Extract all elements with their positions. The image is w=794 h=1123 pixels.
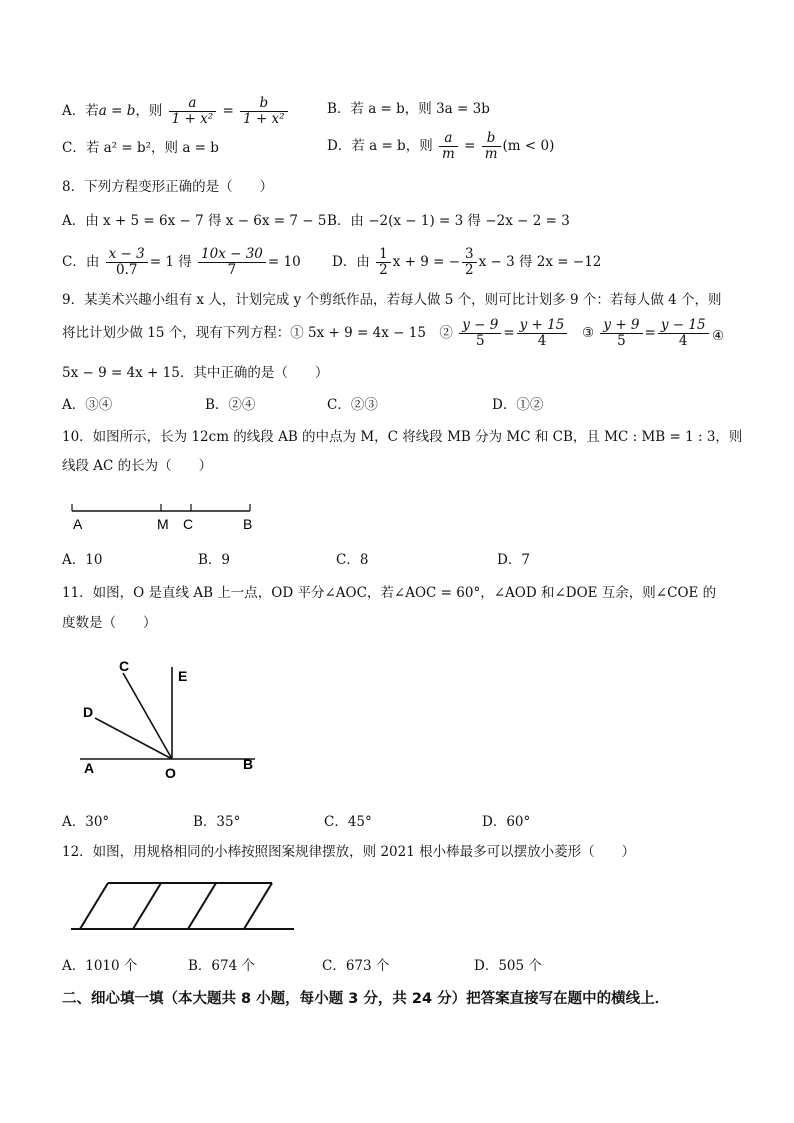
- q11-option-c: C．45°: [324, 814, 372, 830]
- q7-a-prefix: A．若: [62, 103, 99, 119]
- q7-a-left-fraction: $\frac{a}{\text{1 + x²}}$: [169, 96, 217, 127]
- q10-line-2: 线段 AC 的长为（ ）: [62, 458, 213, 474]
- q12-option-d: D．505 个: [474, 958, 542, 974]
- q9-option-c: C．②③: [327, 397, 378, 413]
- q9-eq2-right: $\frac{y + 15}{4}$: [517, 318, 568, 349]
- q9-option-a: A．③④: [62, 397, 113, 413]
- q10-line-1: 10．如图所示，长为 12cm 的线段 AB 的中点为 M，C 将线段 MB 分为 MC 和 CB，且 MC : MB = 1 : 3，则: [62, 429, 743, 445]
- q12-option-a: A．1010 个: [62, 958, 138, 974]
- q10-option-d: D．7: [497, 552, 530, 568]
- stick-4: [244, 883, 272, 929]
- q8-d-second-fraction: $\frac{3}{2}$: [462, 247, 477, 278]
- q7-option-c: C．若 a² = b²，则 a = b: [62, 140, 219, 156]
- q8-stem: 8．下列方程变形正确的是（ ）: [62, 179, 274, 195]
- q10-option-a: A．10: [62, 552, 103, 568]
- label-b: B: [243, 516, 253, 532]
- section-2-heading: 二、细心填一填（本大题共 8 小题，每小题 3 分，共 24 分）把答案直接写在题中的横线上．: [62, 991, 670, 1007]
- q12-option-b: B．674 个: [188, 958, 255, 974]
- q7-option-b: B．若 a = b，则 3a = 3b: [327, 101, 490, 117]
- q7-d-right-fraction: $\frac{b}{m}$: [482, 131, 501, 162]
- label-o: O: [165, 765, 176, 781]
- q9-eq2-left: $\frac{y - 9}{5}$: [459, 318, 501, 349]
- label-a: A: [84, 760, 95, 776]
- q12-rhombus-figure: [66, 875, 301, 937]
- q11-line-2: 度数是（ ）: [62, 615, 157, 631]
- label-e: E: [178, 668, 188, 684]
- q9-option-b: B．②④: [205, 397, 256, 413]
- q9-option-d: D．①②: [492, 397, 544, 413]
- q11-option-b: B．35°: [193, 814, 241, 830]
- q7-a-then: ，则: [135, 103, 163, 119]
- q11-angle-figure: [65, 645, 275, 790]
- q10-segment-figure: [60, 495, 270, 535]
- q8-option-a: A．由 x + 5 = 6x − 7 得 x − 6x = 7 − 5: [62, 213, 327, 229]
- q11-option-d: D．60°: [482, 814, 531, 830]
- q10-option-b: B．9: [198, 552, 231, 568]
- q8-c-left-fraction: $\frac{x - 3}{0.7}$: [106, 247, 148, 278]
- q7-option-d: D．若 a = b，则 $\frac{a}{m}$ = $\frac{b}{m}$ (m < 0): [327, 130, 555, 162]
- stick-2: [133, 883, 161, 929]
- label-m: M: [157, 516, 169, 532]
- q9-line-1: 9．某美术兴趣小组有 x 人，计划完成 y 个剪纸作品，若每人做 5 个，则可比计划多 9 个：若每人做 4 个，则: [62, 292, 722, 308]
- q9-eq3-left: $\frac{y + 9}{5}$: [600, 318, 642, 349]
- q8-option-d: D．由 $\frac{1}{2}$ x + 9 = − $\frac{3}{2}$ x − 3 得 2x = −12: [332, 246, 602, 278]
- label-c: C: [119, 658, 130, 674]
- q12-option-c: C．673 个: [322, 958, 390, 974]
- q9-line-3: 5x − 9 = 4x + 15．其中正确的是（ ）: [62, 365, 329, 381]
- label-b: B: [243, 756, 254, 772]
- q9-equation-3: ③ $\frac{y + 9}{5}$ = $\frac{y - 15}{4}$: [582, 318, 711, 349]
- stick-1: [80, 883, 108, 929]
- q11-option-a: A．30°: [62, 814, 110, 830]
- label-c: C: [183, 516, 194, 532]
- label-d: D: [83, 704, 94, 720]
- q7-a-right-fraction: $\frac{b}{\text{1 + x²}}$: [240, 96, 288, 127]
- q8-option-c: C．由 $\frac{x - 3}{0.7}$ = 1 得 $\frac{10x - 30}{7}$ = 10: [62, 246, 301, 278]
- q8-option-b: B．由 −2(x − 1) = 3 得 −2x − 2 = 3: [327, 213, 570, 229]
- q9-eq3-right: $\frac{y - 15}{4}$: [658, 318, 709, 349]
- q11-line-1: 11．如图，O 是直线 AB 上一点，OD 平分∠AOC，若∠AOC = 60°，∠AOD 和∠DOE 互余，则∠COE 的: [62, 585, 717, 601]
- label-a: A: [73, 516, 83, 532]
- q9-equation-4-label: ④: [712, 328, 725, 344]
- q7-d-left-fraction: $\frac{a}{m}$: [439, 131, 458, 162]
- q7-option-a: A．若a = b，则 $\frac{a}{\text{1 + x²}}$ = $\frac{b}{\text{1 + x²}}$: [62, 96, 290, 127]
- q9-line-2: 将比计划少做 15 个，现有下列方程：① 5x + 9 = 4x − 15 ② $\frac{y - 9}{5}$ = $\frac{y + 15}{4}$: [62, 318, 569, 349]
- q12-stem: 12．如图，用规格相同的小棒按照图案规律摆放，则 2021 根小棒最多可以摆放小菱形（ ）: [62, 844, 636, 860]
- stick-3: [188, 883, 216, 929]
- q7-a-condition: a = b: [98, 103, 136, 119]
- q8-d-first-fraction: $\frac{1}{2}$: [376, 247, 391, 278]
- q8-c-right-fraction: $\frac{10x - 30}{7}$: [198, 247, 266, 278]
- q10-option-c: C．8: [336, 552, 369, 568]
